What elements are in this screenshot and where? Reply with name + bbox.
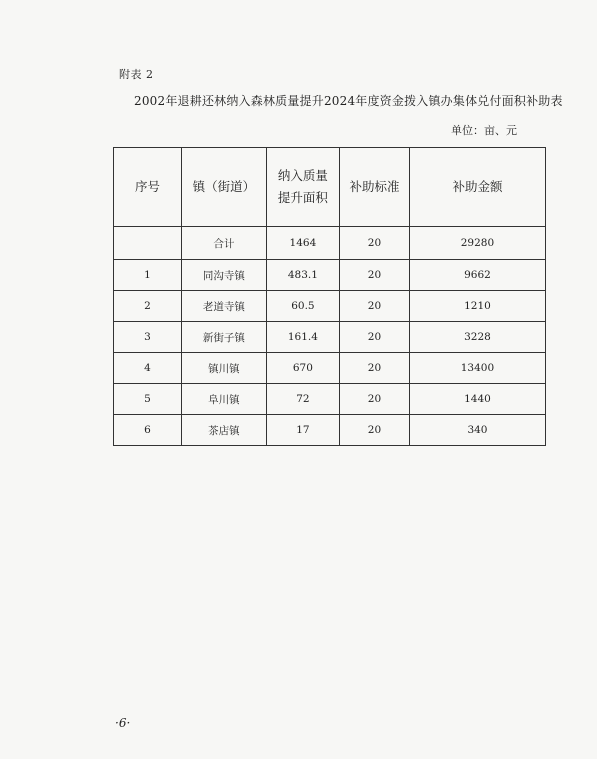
row-amount: 1440 <box>409 384 545 415</box>
total-standard: 20 <box>340 227 410 260</box>
subsidy-table <box>113 147 546 446</box>
page-number: ·6· <box>115 716 131 730</box>
total-label: 合计 <box>181 227 266 260</box>
row-town: 茶店镇 <box>181 415 266 446</box>
page-number-value: 6 <box>118 716 127 730</box>
row-seq: 3 <box>114 322 182 353</box>
row-area: 670 <box>266 353 339 384</box>
header-seq: 序号 <box>114 148 182 227</box>
header-town: 镇（街道） <box>181 148 266 227</box>
header-area-line2: 提升面积 <box>277 190 328 205</box>
row-town: 镇川镇 <box>181 353 266 384</box>
row-seq: 2 <box>114 291 182 322</box>
row-standard: 20 <box>340 260 410 291</box>
total-row <box>114 227 546 260</box>
total-area: 1464 <box>266 227 339 260</box>
header-standard: 补助标准 <box>340 148 410 227</box>
table-header-row <box>114 148 546 227</box>
row-seq: 6 <box>114 415 182 446</box>
header-area-line1: 纳入质量 <box>277 168 328 183</box>
table-row <box>114 291 546 322</box>
table-row <box>114 384 546 415</box>
row-standard: 20 <box>340 384 410 415</box>
row-standard: 20 <box>340 353 410 384</box>
table-row <box>114 353 546 384</box>
row-town: 阜川镇 <box>181 384 266 415</box>
row-standard: 20 <box>340 322 410 353</box>
table-row <box>114 322 546 353</box>
annex-label: 附表 2 <box>119 68 154 81</box>
unit-label: 单位：亩、元 <box>451 124 517 137</box>
row-town: 老道寺镇 <box>181 291 266 322</box>
row-area: 483.1 <box>266 260 339 291</box>
row-amount: 340 <box>409 415 545 446</box>
table-title: 2002年退耕还林纳入森林质量提升2024年度资金拨入镇办集体兑付面积补助表 <box>134 94 563 108</box>
table-row <box>114 415 546 446</box>
row-area: 72 <box>266 384 339 415</box>
row-amount: 9662 <box>409 260 545 291</box>
table-row <box>114 260 546 291</box>
row-area: 17 <box>266 415 339 446</box>
row-seq: 1 <box>114 260 182 291</box>
row-area: 161.4 <box>266 322 339 353</box>
total-amount: 29280 <box>409 227 545 260</box>
row-area: 60.5 <box>266 291 339 322</box>
row-amount: 3228 <box>409 322 545 353</box>
row-standard: 20 <box>340 291 410 322</box>
header-amount: 补助金额 <box>409 148 545 227</box>
row-amount: 13400 <box>409 353 545 384</box>
row-amount: 1210 <box>409 291 545 322</box>
row-town: 同沟寺镇 <box>181 260 266 291</box>
row-town: 新街子镇 <box>181 322 266 353</box>
row-seq: 5 <box>114 384 182 415</box>
total-seq <box>114 227 182 260</box>
row-seq: 4 <box>114 353 182 384</box>
header-area <box>266 148 339 227</box>
row-standard: 20 <box>340 415 410 446</box>
